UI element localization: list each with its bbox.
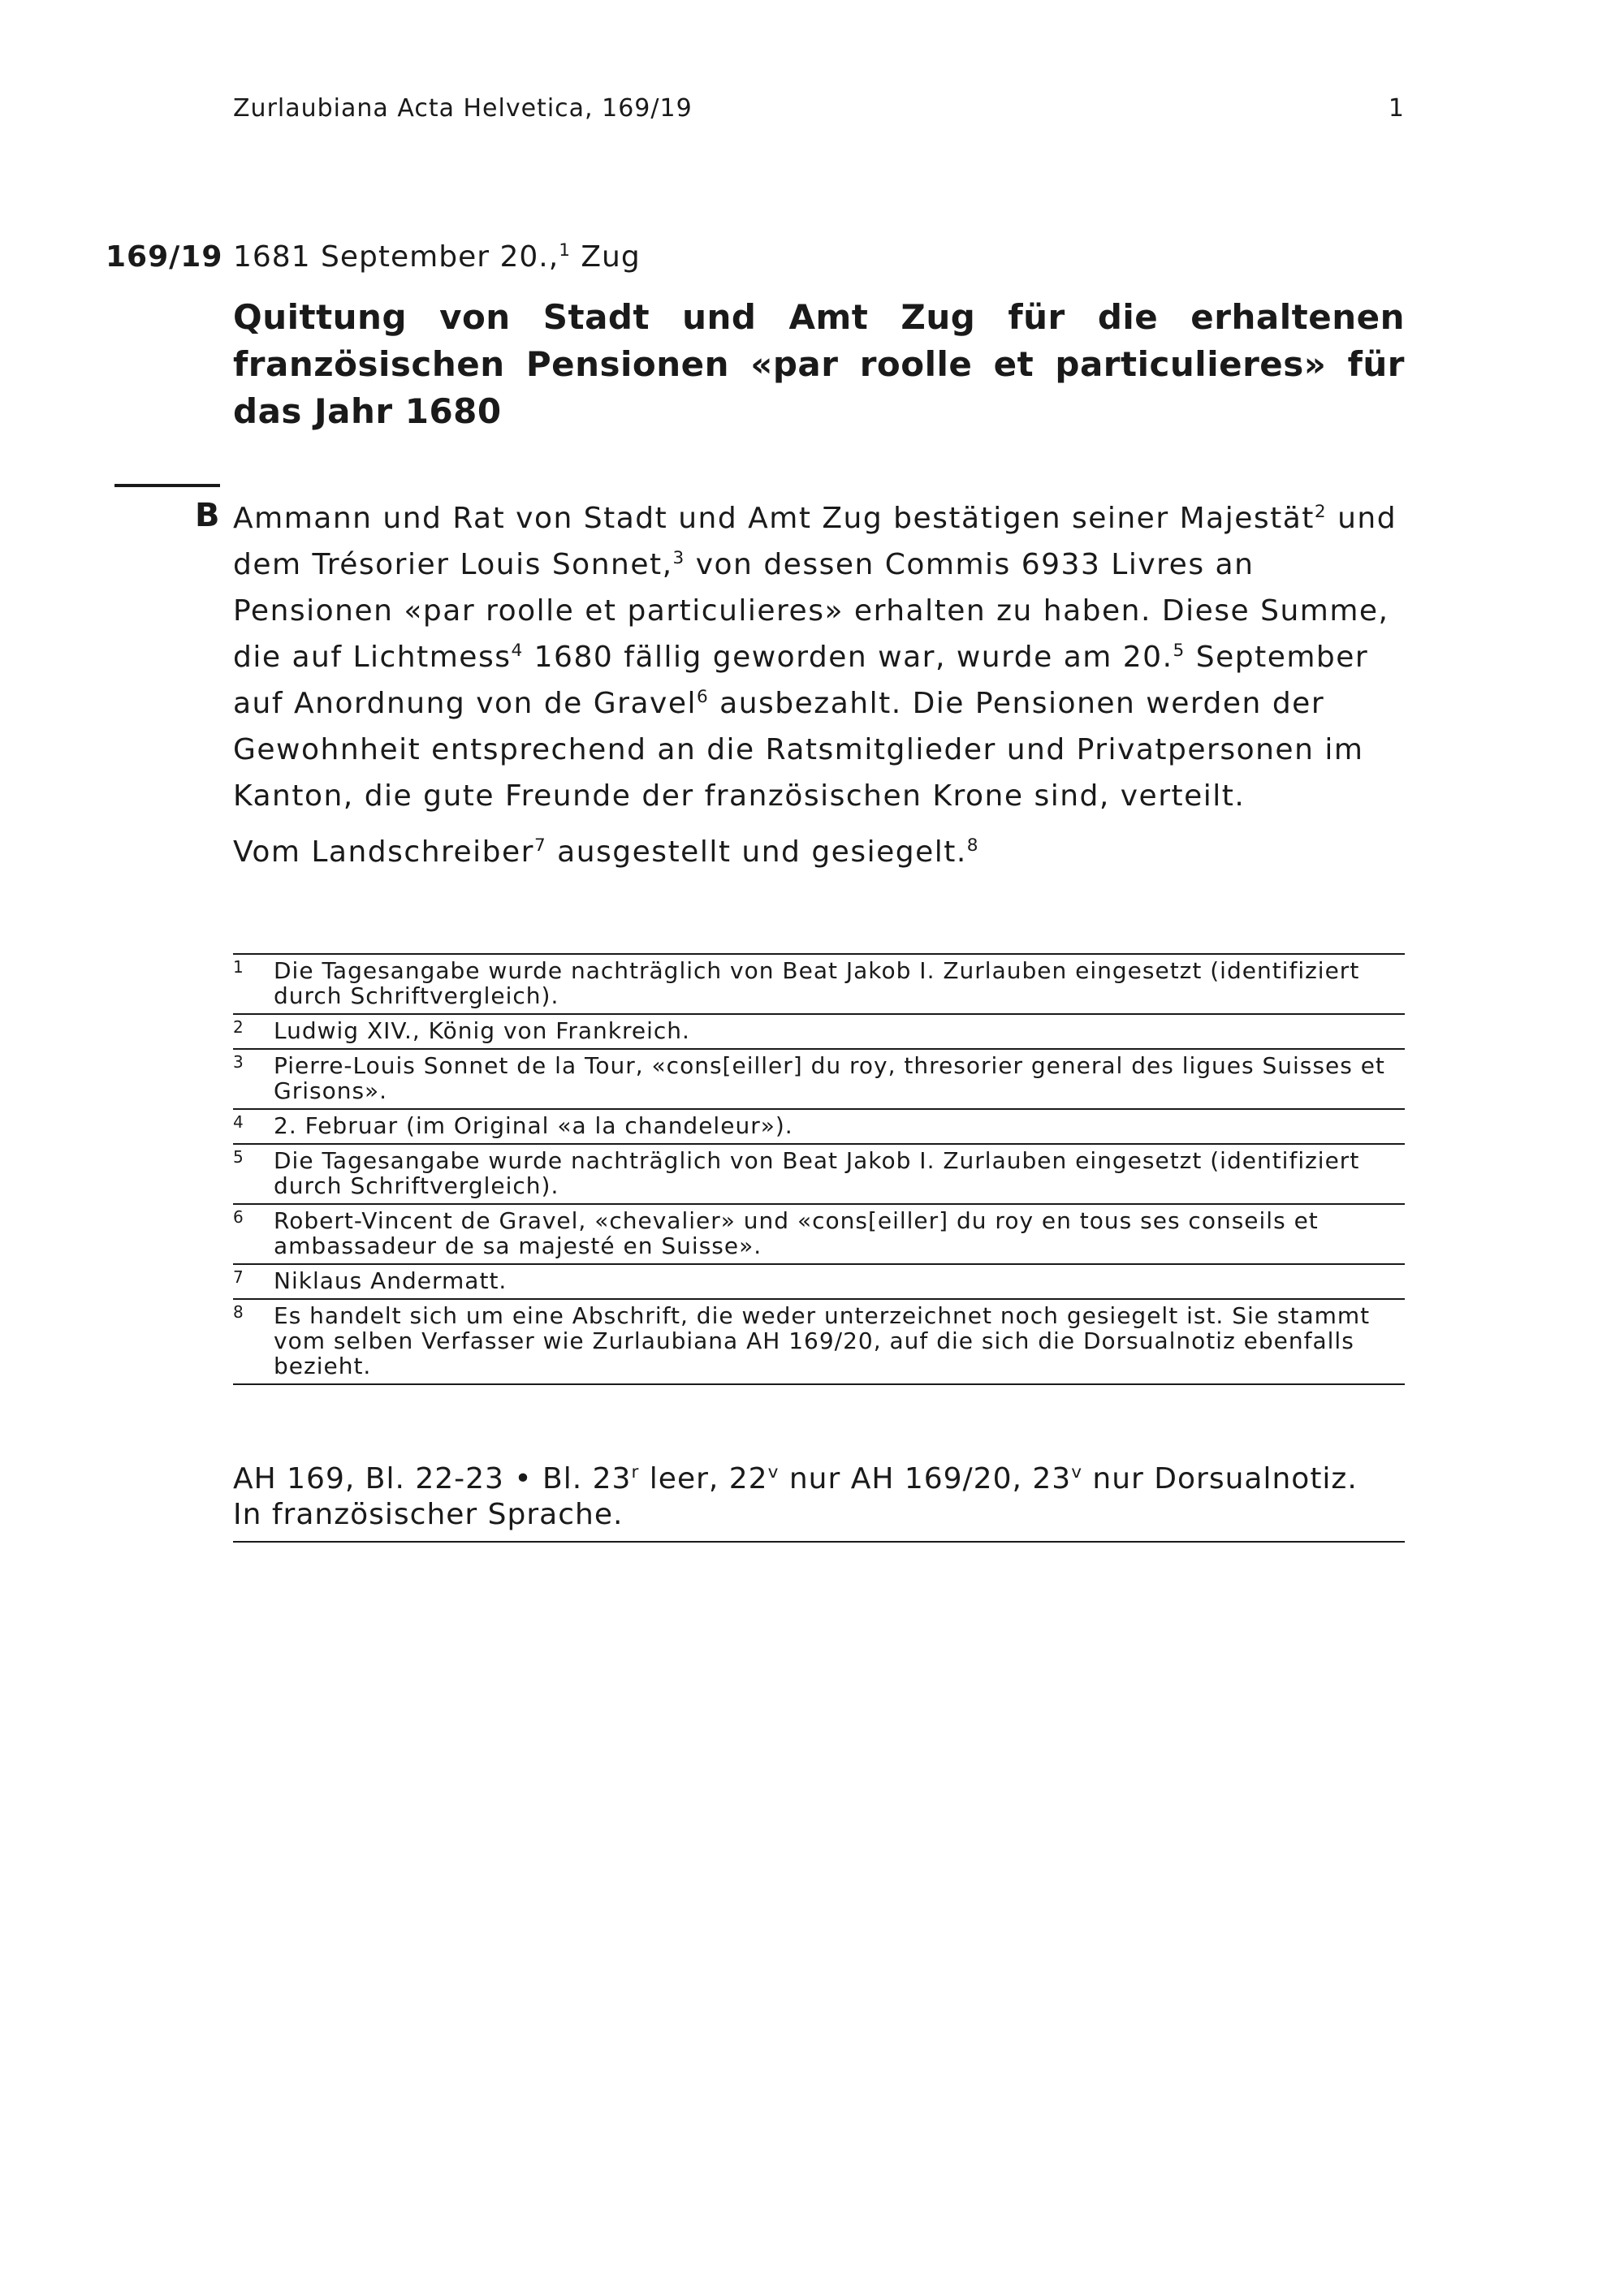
- footnote-number: 1: [233, 957, 244, 977]
- footnote-text: 2. Februar (im Original «a la chandeleur»).: [274, 1112, 793, 1139]
- page-number: 1: [1388, 94, 1405, 123]
- footnote-text: Die Tagesangabe wurde nachträglich von Beat Jakob I. Zurlauben eingesetzt (identifiziert durch Schriftvergleich).: [274, 1147, 1360, 1199]
- footnote-ref[interactable]: 2: [1314, 502, 1328, 522]
- footnote-ref[interactable]: 5: [1173, 641, 1186, 661]
- footnote-text: Es handelt sich um eine Abschrift, die weder unterzeichnet noch gesiegelt ist. Sie stammt vom selben Verfasser wie Zurlaubiana AH 169/20, auf die sich die Dorsualnotiz ebenfalls bezieht.: [274, 1302, 1371, 1379]
- footnote: [233, 1265, 1405, 1300]
- footnote-ref[interactable]: 6: [696, 687, 710, 707]
- source-text: leer, 22: [639, 1462, 768, 1495]
- footnote-ref[interactable]: 7: [533, 835, 547, 856]
- footnote-text: Ludwig XIV., König von Frankreich.: [274, 1017, 690, 1044]
- footnote-ref[interactable]: 4: [511, 641, 524, 661]
- footnote: [233, 1205, 1405, 1265]
- footnote-ref[interactable]: 3: [672, 548, 685, 568]
- footnote-number: 4: [233, 1112, 244, 1132]
- footnote: [233, 1110, 1405, 1145]
- footnote: [233, 955, 1405, 1015]
- source-line: [233, 1461, 1405, 1497]
- footnote: [233, 1145, 1405, 1205]
- footnote-text: Die Tagesangabe wurde nachträglich von Beat Jakob I. Zurlauben eingesetzt (identifiziert durch Schriftvergleich).: [274, 957, 1360, 1009]
- regest-paragraph: [233, 829, 1419, 875]
- regest-text: Vom Landschreiber: [233, 835, 534, 869]
- footnote: [233, 1300, 1405, 1385]
- footnote-text: Pierre-Louis Sonnet de la Tour, «cons[eiller] du roy, thresorier general des ligues Suisses et Grisons».: [274, 1052, 1385, 1104]
- regest-text: ausgestellt und gesiegelt.: [546, 835, 967, 869]
- footnote-ref[interactable]: 1: [559, 240, 571, 261]
- footnote: [233, 1050, 1405, 1110]
- source-text: nur AH 169/20, 23: [779, 1462, 1072, 1495]
- folio-side: r: [631, 1462, 640, 1482]
- document-date-line: [233, 240, 641, 274]
- regest-text: Ammann und Rat von Stadt und Amt Zug bestätigen seiner Majestät: [233, 502, 1315, 535]
- source-note: [233, 1458, 1405, 1543]
- folio-side: v: [1071, 1462, 1082, 1482]
- regest-paragraph: [233, 495, 1419, 819]
- footnote-number: 3: [233, 1052, 244, 1072]
- footnote: [233, 1015, 1405, 1050]
- regest-text: von dessen Commis 6933 Livres an Pensionen «par roolle et particulieres» erhalten zu haben. Diese Summe, die auf Lichtmess: [233, 548, 1389, 674]
- regest-text: September auf Anordnung von de Gravel: [233, 641, 1369, 720]
- footnote-text: Robert-Vincent de Gravel, «chevalier» und «cons[eiller] du roy en tous ses conseils et ambassadeur de sa majesté en Suisse».: [274, 1207, 1319, 1259]
- regest-text: und dem Trésorier Louis Sonnet,: [233, 502, 1397, 581]
- document-date: 1681 September 20.,: [233, 240, 559, 274]
- footnote-number: 7: [233, 1267, 244, 1287]
- footnote-text: Niklaus Andermatt.: [274, 1267, 508, 1294]
- running-header: [233, 94, 1405, 123]
- footnote-number: 5: [233, 1147, 244, 1167]
- footnote-number: 8: [233, 1302, 244, 1322]
- folio-side: v: [767, 1462, 780, 1482]
- footnote-number: 2: [233, 1017, 244, 1037]
- language-note: In französischer Sprache.: [233, 1498, 624, 1531]
- section-divider: [114, 484, 220, 487]
- document-place: Zug: [570, 240, 641, 274]
- footnotes: [233, 953, 1405, 1385]
- document-title: Quittung von Stadt und Amt Zug für die erhaltenen französischen Pensionen «par roolle et particulieres» für das Jahr 1680: [233, 297, 1405, 431]
- footnote-number: 6: [233, 1207, 244, 1227]
- source-text: AH 169, Bl. 22-23 • Bl. 23: [233, 1462, 632, 1495]
- running-title: Zurlaubiana Acta Helvetica, 169/19: [233, 94, 693, 123]
- regest-text: 1680 fällig geworden war, wurde am 20.: [523, 641, 1173, 674]
- source-text: nur Dorsualnotiz.: [1082, 1462, 1358, 1495]
- regest-text: ausbezahlt. Die Pensionen werden der Gewohnheit entsprechend an die Ratsmitglieder und Privatpersonen im Kanton, die gute Freunde der französischen Krone sind, verteilt.: [233, 687, 1364, 813]
- regest: [233, 495, 1419, 885]
- footnote-ref[interactable]: 8: [966, 835, 980, 856]
- margin-letter: B: [195, 497, 220, 534]
- document-number: 169/19: [106, 240, 223, 274]
